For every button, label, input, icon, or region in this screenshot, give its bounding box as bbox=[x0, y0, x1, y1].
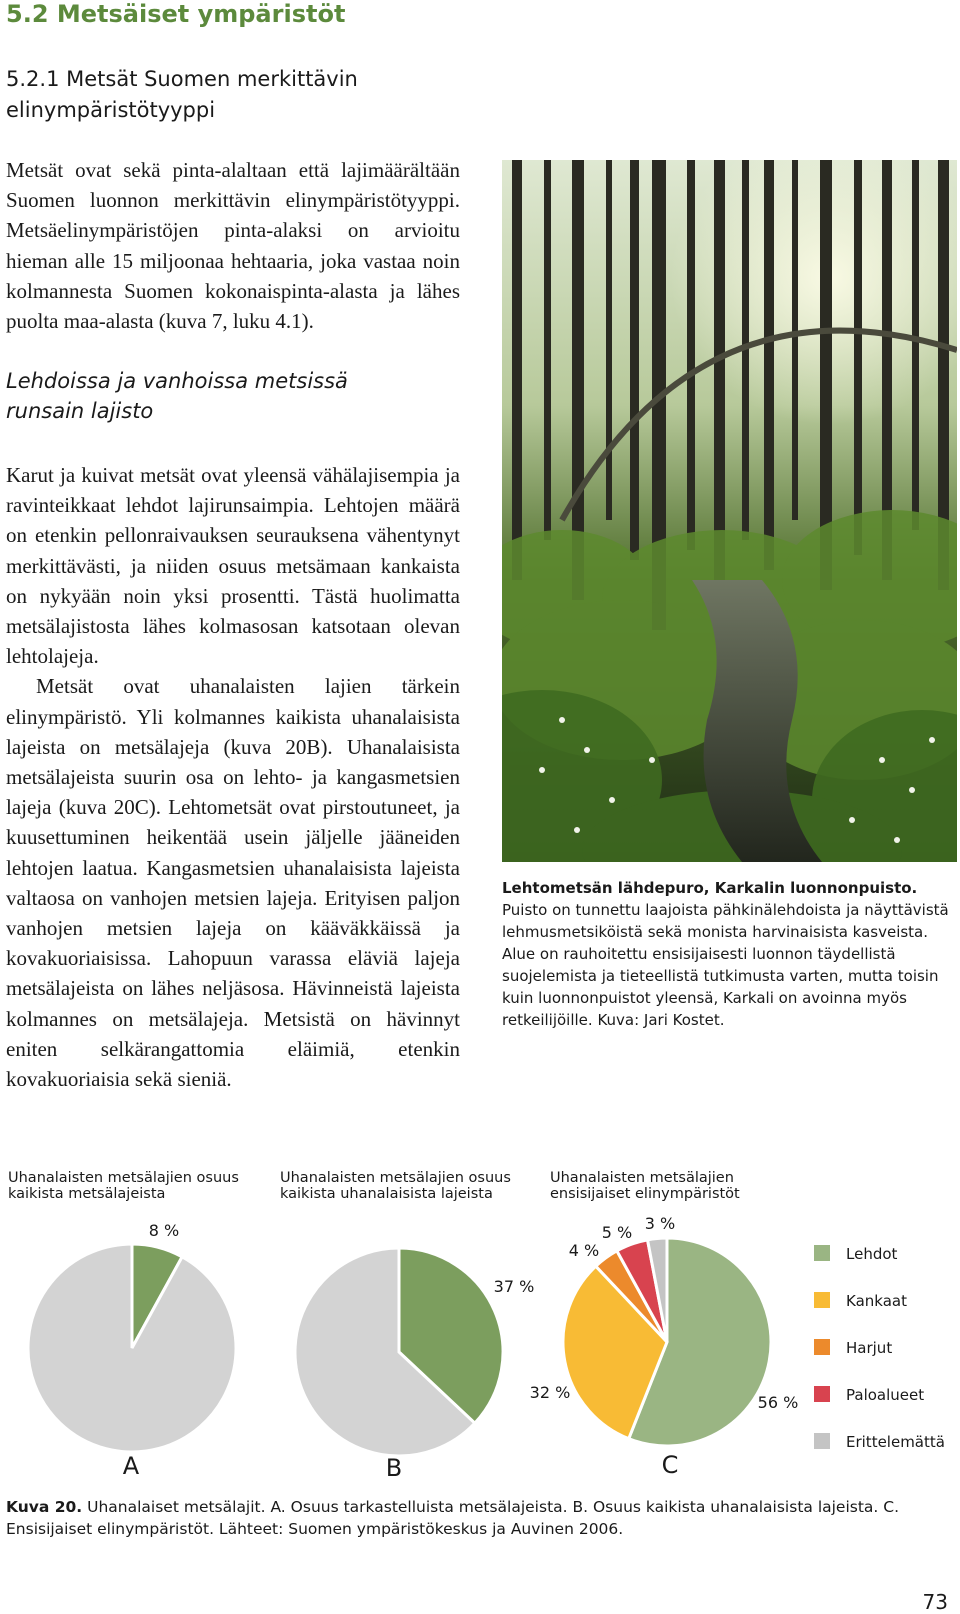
pie-c-label-3: 4 % bbox=[568, 1241, 600, 1260]
photo-caption-text: Puisto on tunnettu laajoista pähkinälehdoista ja näyttävistä lehmusmetsiköistä sekä monista harvinaisista kasveista. Alue on rauhoitettu ensisijaisesti luonnon täydellistä suojelemista ja tieteellistä tutkimusta varten, mutta toisin kuin luonnonpuistot yleensä, Karkali on avoinna myös retkeilijöille. Kuva: Jari Kostet. bbox=[502, 901, 949, 1029]
legend-swatch-5 bbox=[814, 1433, 830, 1449]
paragraph-text: Metsät ovat sekä pinta-alaltaan että lajimäärältään Suomen luonnon merkittävin elinympäristötyyppi. Metsäelinympäristöjen pinta-alaksi on arvioitu hieman alle 15 miljoonaa hehtaaria, joka vastaa noin kolmannesta Suomen kokonaispinta-alasta ja lähes puolta maa-alasta (kuva 7, luku 4.1). bbox=[6, 158, 460, 334]
pie-c-label-2: 32 % bbox=[529, 1383, 571, 1402]
pie-c-label-5: 3 % bbox=[644, 1214, 676, 1233]
legend-label-4: Paloalueet bbox=[846, 1386, 925, 1404]
figure-caption-label: Kuva 20. bbox=[6, 1498, 83, 1516]
paragraph-text: Karut ja kuivat metsät ovat yleensä vähälajisempia ja ravinteikkaat lehdot lajirunsaimpia. Lehtojen määrä on etenkin pellonraivauksen seurauksena vähentynyt merkittävästi, ja niiden osuus metsämaan kankaista on nykyään noin yksi prosentti. Tästä huolimatta metsälajistosta lähes kolmasosan katsotaan olevan lehtolajeja. bbox=[6, 463, 460, 669]
pie-b-title: Uhanalaisten metsälajien osuus kaikista uhanalaisista lajeista bbox=[280, 1170, 511, 1202]
photo-caption bbox=[502, 877, 957, 1031]
pie-chart-b bbox=[295, 1248, 534, 1482]
legend-swatch-2 bbox=[814, 1292, 830, 1308]
legend-swatch-4 bbox=[814, 1386, 830, 1402]
pie-c-legend bbox=[814, 1245, 945, 1451]
figure-caption bbox=[6, 1496, 954, 1540]
subsection-title: 5.2.1 Metsät Suomen merkittävin elinympäristötyyppi bbox=[6, 67, 358, 122]
pie-c-title: Uhanalaisten metsälajien ensisijaiset elinympäristöt bbox=[550, 1170, 740, 1202]
italic-subheading: Lehdoissa ja vanhoissa metsissä runsain lajisto bbox=[6, 369, 348, 423]
pie-chart-a bbox=[28, 1221, 236, 1480]
paragraph-text: Metsät ovat uhanalaisten lajien tärkein elinympäristö. Yli kolmannes kaikista uhanalaisista lajeista on metsälajeja (kuva 20B). Uhanalaisista metsälajeista suurin osa on lehto- ja kangasmetsien lajeja (kuva 20C). Lehtometsät ovat pirstoutuneet, ja kuusettuminen heikentää usein jäljelle jääneiden lehtojen laatua. Kangasmetsien uhanalaisista lajeista valtaosa on vanhojen metsien lajeja. Erityisen paljon vanhojen metsien lajeja on kääväkkäissä ja kovakuoriaisissa. Lahopuun varassa eläviä lajeja metsälajeista on lähes neljäsosa. Hävinneistä lajeista kolmannes on metsälajeja. Metsistä on hävinnyt eniten selkärangattomia eläimiä, etenkin kovakuoriaisia sekä sieniä. bbox=[6, 674, 460, 1092]
page-number: 73 bbox=[922, 1590, 948, 1614]
body-paragraph-1 bbox=[6, 155, 460, 336]
legend-swatch-1 bbox=[814, 1245, 830, 1261]
legend-label-2: Kankaat bbox=[846, 1292, 907, 1310]
body-paragraph-2 bbox=[6, 460, 460, 1094]
legend-label-3: Harjut bbox=[846, 1339, 893, 1357]
photo-caption-title: Lehtometsän lähdepuro, Karkalin luonnonpuisto. bbox=[502, 879, 918, 897]
pie-charts bbox=[0, 1180, 960, 1490]
pie-a-label-1: 8 % bbox=[148, 1221, 180, 1240]
section-title: 5.2 Metsäiset ympäristöt bbox=[6, 0, 346, 28]
pie-b-panel-letter: B bbox=[385, 1454, 403, 1482]
photo-illustration bbox=[502, 160, 957, 862]
pie-a-panel-letter: A bbox=[122, 1452, 140, 1480]
legend-swatch-3 bbox=[814, 1339, 830, 1355]
pie-b-label-1: 37 % bbox=[493, 1277, 535, 1296]
pie-c-label-1: 56 % bbox=[757, 1393, 799, 1412]
legend-label-5: Erittelemättä bbox=[846, 1433, 945, 1451]
forest-stream-photo bbox=[502, 160, 957, 862]
pie-chart-c bbox=[530, 1214, 799, 1479]
pie-a-slice-2 bbox=[28, 1244, 236, 1452]
pie-c-panel-letter: C bbox=[661, 1451, 679, 1479]
legend-label-1: Lehdot bbox=[846, 1245, 898, 1263]
figure-caption-text: Uhanalaiset metsälajit. A. Osuus tarkastelluista metsälajeista. B. Osuus kaikista uhanalaisista lajeista. C. Ensisijaiset elinympäristöt. Lähteet: Suomen ympäristökeskus ja Auvinen 2006. bbox=[6, 1498, 900, 1538]
pie-a-title: Uhanalaisten metsälajien osuus kaikista metsälajeista bbox=[8, 1170, 239, 1202]
pie-c-label-4: 5 % bbox=[601, 1223, 633, 1242]
